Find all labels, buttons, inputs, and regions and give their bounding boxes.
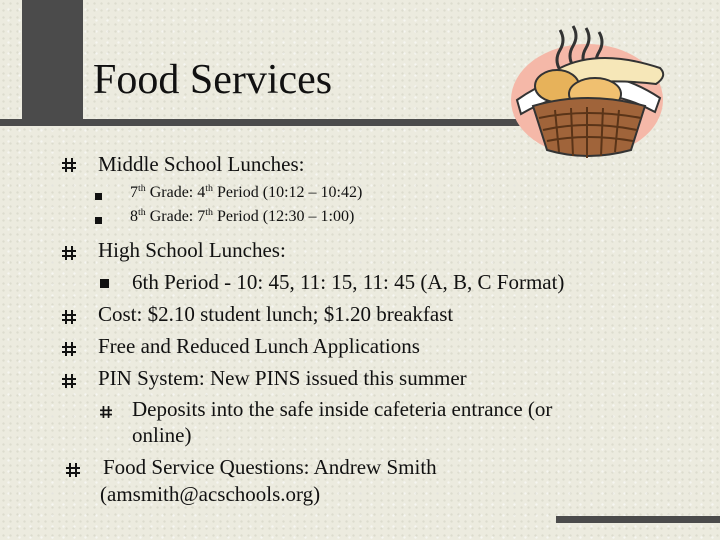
bullet-hash-icon [66, 463, 80, 477]
bullet-hash-icon [62, 374, 76, 388]
bullet-hash-icon [62, 158, 76, 172]
list-item-pin-system: PIN System: New PINS issued this summer [98, 366, 467, 390]
bread-basket-icon [505, 20, 670, 160]
title-accent-bar-horizontal [0, 119, 560, 126]
bullet-square-icon [95, 217, 102, 224]
list-item-contact-email: (amsmith@acschools.org) [100, 482, 321, 506]
list-item-6th-period: 6th Period - 10: 45, 11: 15, 11: 45 (A, B, C Format) [132, 270, 565, 294]
list-item-cost: Cost: $2.10 student lunch; $1.20 breakfast [98, 302, 454, 326]
list-item-high-school-lunches: High School Lunches: [98, 238, 286, 262]
bullet-square-icon [100, 279, 109, 288]
bottom-accent-bar [556, 516, 720, 523]
list-item-free-reduced-lunch: Free and Reduced Lunch Applications [98, 334, 420, 358]
list-item-deposits: Deposits into the safe inside cafeteria entrance (or [132, 397, 553, 421]
list-item-deposits-continued: online) [132, 423, 192, 447]
title-accent-bar-vertical [22, 0, 83, 120]
bullet-square-icon [95, 193, 102, 200]
list-item-middle-school-lunches: Middle School Lunches: [98, 152, 305, 176]
slide-title: Food Services [93, 57, 333, 103]
bullet-hash-icon [62, 342, 76, 356]
list-item-8th-grade: 8th Grade: 7th Period (12:30 – 1:00) [130, 207, 355, 225]
list-item-7th-grade: 7th Grade: 4th Period (10:12 – 10:42) [130, 183, 363, 201]
bullet-hash-icon [62, 246, 76, 260]
list-item-food-service-questions: Food Service Questions: Andrew Smith [103, 455, 437, 479]
bullet-hash-icon [62, 310, 76, 324]
bullet-hash-icon [100, 406, 112, 418]
